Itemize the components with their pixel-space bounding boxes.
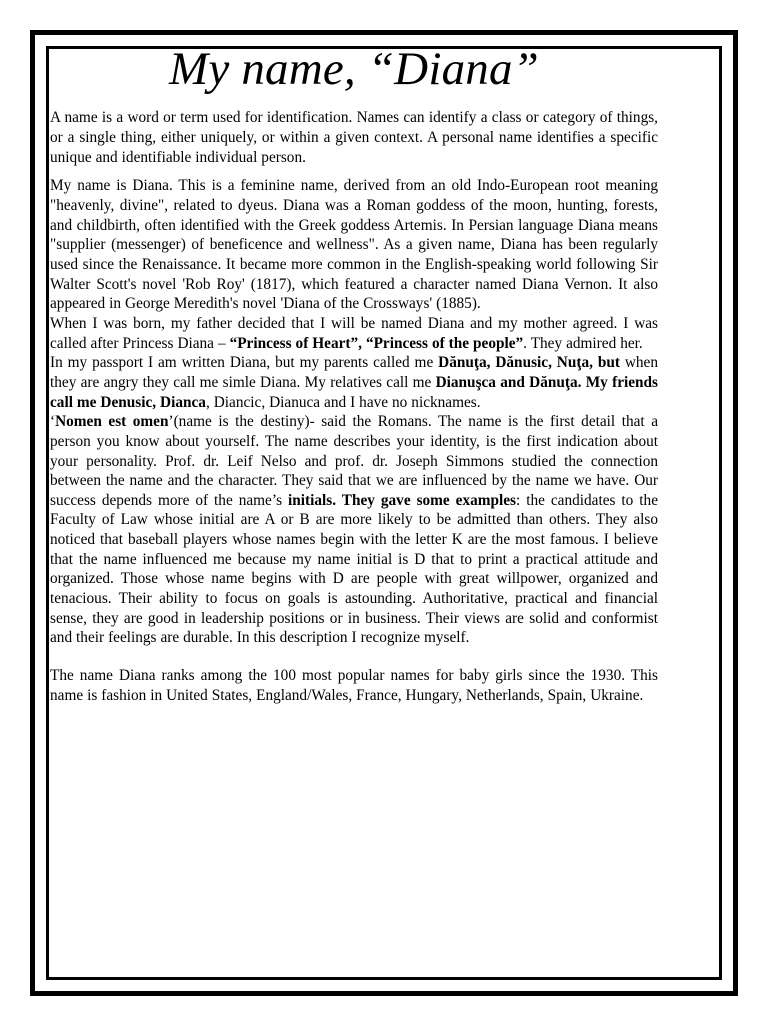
paragraph-nomen-est-omen (50, 412, 658, 648)
text-run: , Diancic, Dianuca and I have no nicknames. (205, 393, 481, 411)
paragraph-spacer (50, 167, 658, 176)
paragraph-definition (50, 108, 658, 167)
paragraph-princess (50, 314, 658, 353)
text-run-bold: Nomen est omen (55, 413, 169, 431)
text-run-bold: Dianuşca and Dănuţa. My friends call me Denusic, Dianca (50, 373, 658, 411)
text-run-bold: Dănuţa, Dănusic, Nuţa, but (438, 354, 620, 372)
text-run-bold: initials. They gave some examples (288, 491, 517, 509)
text-run: A name is a word or term used for identification. Names can identify a class or category of things, or a single thing, either uniquely, or within a given context. A personal name identifies a specific unique and identifiable individual person. (50, 109, 658, 166)
text-run: when they are angry they call me simle Diana. My relatives call me (50, 354, 658, 391)
paragraph-origin (50, 176, 658, 314)
text-run-bold: “Princess of Heart”, “Princess of the people” (229, 334, 524, 352)
text-run: My name is Diana. This is a feminine name, derived from an old Indo-European root meaning "heavenly, divine", related to dyeus. Diana was a Roman goddess of the moon, hunting, forests, and childbirth, often identified with the Greek goddess Artemis. In Persian language Diana means "supplier (messenger) of beneficence and wellness". As a given name, Diana has been regularly used since the Renaissance. It became more common in the English-speaking world following Sir Walter Scott's novel 'Rob Roy' (1817), which featured a character named Diana Vernon. It also appeared in George Meredith's novel 'Diana of the Crossways' (1885). (50, 177, 658, 313)
text-run: In my passport I am written Diana, but my parents called me (50, 354, 439, 372)
paragraph-popularity (50, 666, 658, 705)
text-run: : the candidates to the Faculty of Law whose initial are A or B are more likely to be admitted than others. They also noticed that baseball players whose names begin with the letter K are the most famous. I believe that the name influenced me because my name initial is D that to print a practical attitude and organized. Those whose name begins with D are people with great willpower, organized and tenacious. Their ability to focus on goals is astounding. Authoritative, practical and financial sense, they are good in leadership positions or in business. Their views are solid and conformist and their feelings are durable. In this description I recognize myself. (50, 491, 658, 647)
document-content (50, 45, 658, 705)
document-body (50, 108, 658, 705)
text-run: . They admired her. (523, 334, 643, 352)
paragraph-spacer (50, 648, 658, 666)
text-run: ‘ (50, 413, 56, 431)
paragraph-nicknames (50, 353, 658, 412)
text-run: The name Diana ranks among the 100 most popular names for baby girls since the 1930. This name is fashion in United States, England/Wales, France, Hungary, Netherlands, Spain, Ukraine. (50, 667, 658, 704)
page-title: My name, “Diana” (168, 43, 540, 95)
text-run: ’(name is the destiny)- said the Romans. The name is the first detail that a person you know about yourself. The name describes your identity, is the first indication about your personality. Prof. dr. Leif Nelso and prof. dr. Joseph Simmons studied the connection between the name and the character. They said that we are influenced by the name we have. Our success depends more of the name’s (50, 413, 658, 509)
text-run: When I was born, my father decided that I will be named Diana and my mother agreed. I was called after Princess Diana – (50, 314, 658, 352)
